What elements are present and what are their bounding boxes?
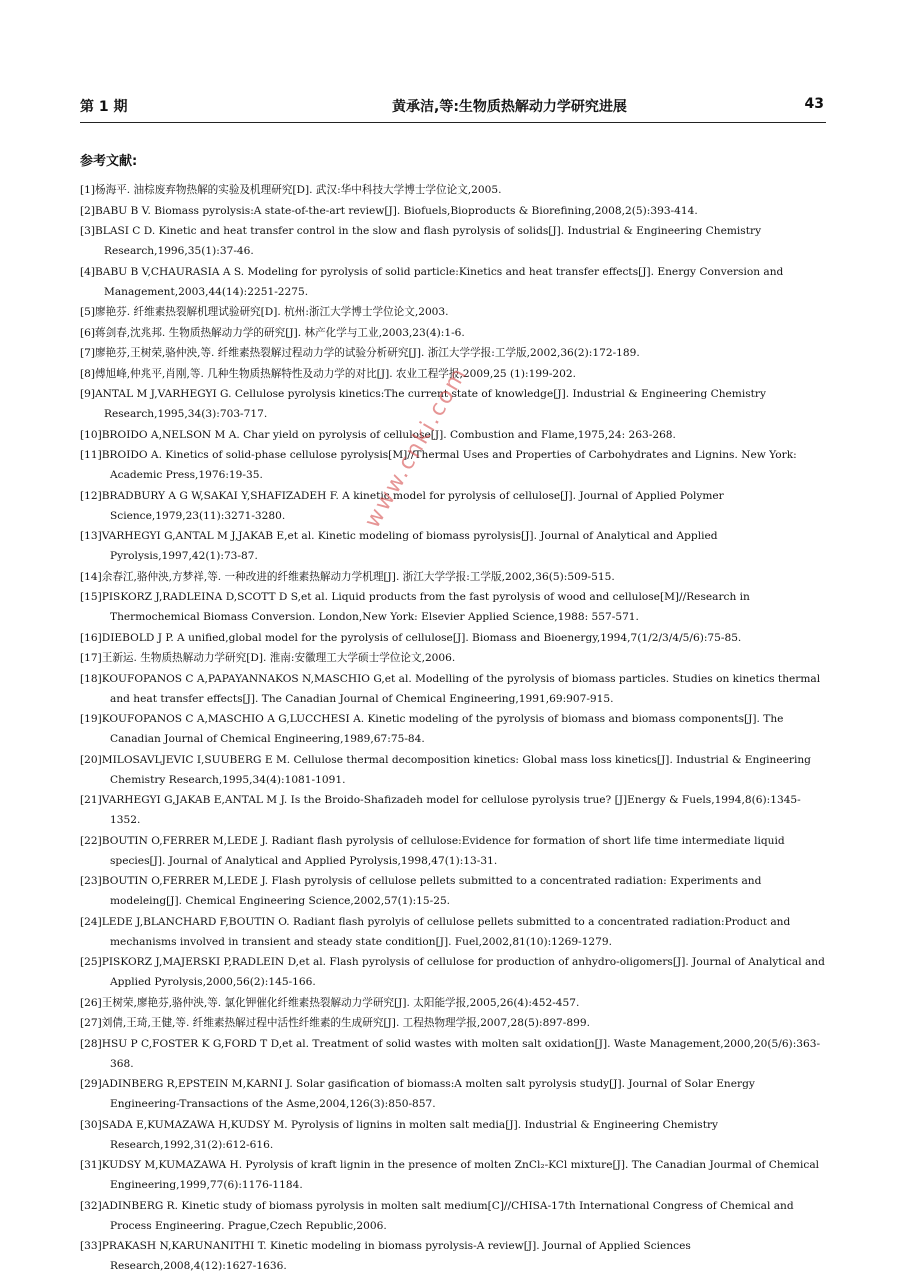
reference-item: [25]PISKORZ J,MAJERSKI P,RADLEIN D,et al. Flash pyrolysis of cellulose for production of anhydro-oligomers[J]. Journal of Analytical and Applied Pyrolysis,2000,56(2):145-166.: [80, 956, 825, 988]
reference-item: [33]PRAKASH N,KARUNANITHI T. Kinetic modeling in biomass pyrolysis-A review[J]. Journal of Applied Sciences Research,2008,4(12):1627-1636.: [80, 1240, 691, 1272]
reference-item: [6]蒋剑春,沈兆邦. 生物质热解动力学的研究[J]. 林产化学与工业,2003,23(4):1-6.: [80, 326, 465, 339]
reference-item: [12]BRADBURY A G W,SAKAI Y,SHAFIZADEH F. A kinetic model for pyrolysis of cellulose[J]. Journal of Applied Polymer Science,1979,23(11):3271-3280.: [80, 489, 724, 522]
reference-item: [24]LEDE J,BLANCHARD F,BOUTIN O. Radiant flash pyrolyis of cellulose pellets submitted to a concentrated radiation:Product and mechanisms involved in transient and steady state condition[J]. Fuel,2002,81(10):1269-1279.: [80, 915, 791, 948]
reference-item: [3]BLASI C D. Kinetic and heat transfer control in the slow and flash pyrolysis of solids[J]. Industrial & Engineering Chemistry Research,1996,35(1):37-46.: [80, 225, 762, 257]
reference-item: [16]DIEBOLD J P. A unified,global model for the pyrolysis of cellulose[J]. Biomass and Bioenergy,1994,7(1/2/3/4/5/6):75-85.: [80, 631, 742, 644]
reference-item: [31]KUDSY M,KUMAZAWA H. Pyrolysis of kraft lignin in the presence of molten ZnCl₂-KCl mixture[J]. The Canadian Jourmal of Chemical Engineering,1999,77(6):1176-1184.: [80, 1159, 820, 1191]
reference-item: [20]MILOSAVLJEVIC I,SUUBERG E M. Cellulose thermal decomposition kinetics: Global mass loss kinetics[J]. Industrial & Engineering Chemistry Research,1995,34(4):1081-1091.: [80, 753, 811, 786]
reference-item: [8]傅旭峰,仲兆平,肖刚,等. 几种生物质热解特性及动力学的对比[J]. 农业工程学报,2009,25 (1):199-202.: [80, 367, 576, 380]
reference-item: [9]ANTAL M J,VARHEGYI G. Cellulose pyrolysis kinetics:The current state of knowledge[J]. Industrial & Engineering Chemistry Research,1995,34(3):703-717.: [80, 388, 766, 420]
reference-item: [32]ADINBERG R. Kinetic study of biomass pyrolysis in molten salt medium[C]//CHISA-17th International Congress of Chemical and Process Engineering. Prague,Czech Republic,2006.: [80, 1199, 794, 1232]
reference-item: [26]王树荣,廖艳芬,骆仲泱,等. 氯化钾催化纤维素热裂解动力学研究[J]. 太阳能学报,2005,26(4):452-457.: [80, 996, 580, 1009]
reference-item: [15]PISKORZ J,RADLEINA D,SCOTT D S,et al. Liquid products from the fast pyrolysis of wood and cellulose[M]//Research in Thermochemical Biomass Conversion. London,New York: Elsevier Applied Science,1988: 557-571.: [80, 591, 750, 623]
reference-item: [14]余春江,骆仲泱,方梦祥,等. 一种改进的纤维素热解动力学机理[J]. 浙江大学学报:工学版,2002,36(5):509-515.: [80, 570, 615, 583]
reference-item: [17]王新运. 生物质热解动力学研究[D]. 淮南:安徽理工大学硕士学位论文,2006.: [80, 652, 456, 664]
reference-item: [27]刘倩,王琦,王健,等. 纤维素热解过程中活性纤维素的生成研究[J]. 工程热物理学报,2007,28(5):897-899.: [80, 1017, 590, 1029]
reference-item: [5]廖艳芬. 纤维素热裂解机理试验研究[D]. 杭州:浙江大学博士学位论文,2003.: [80, 306, 449, 318]
reference-item: [23]BOUTIN O,FERRER M,LEDE J. Flash pyrolysis of cellulose pellets submitted to a concentrated radiation: Experiments and modeleing[J]. Chemical Engineering Science,2002,57(1):15-25.: [80, 875, 762, 907]
page-number: 43: [804, 96, 824, 112]
reference-item: [2]BABU B V. Biomass pyrolysis:A state-of-the-art review[J]. Biofuels,Bioproducts & Biorefining,2008,2(5):393-414.: [80, 204, 698, 217]
reference-item: [4]BABU B V,CHAURASIA A S. Modeling for pyrolysis of solid particle:Kinetics and heat transfer effects[J]. Energy Conversion and Management,2003,44(14):2251-2275.: [80, 265, 784, 298]
reference-item: [13]VARHEGYI G,ANTAL M J,JAKAB E,et al. Kinetic modeling of biomass pyrolysis[J]. Journal of Analytical and Applied Pyrolysis,1997,42(1):73-87.: [80, 530, 718, 562]
watermark-text: www.cnki.com: [360, 362, 473, 533]
reference-item: [30]SADA E,KUMAZAWA H,KUDSY M. Pyrolysis of lignins in molten salt media[J]. Industrial & Engineering Chemistry Research,1992,31(2):612-616.: [80, 1118, 719, 1151]
reference-item: [19]KOUFOPANOS C A,MASCHIO A G,LUCCHESI A. Kinetic modeling of the pyrolysis of biomass and biomass components[J]. The Canadian Journal of Chemical Engineering,1989,67:75-84.: [80, 713, 784, 745]
issue-label: 第 1 期: [80, 99, 128, 115]
reference-item: [11]BROIDO A. Kinetics of solid-phase cellulose pyrolysis[M]//Thermal Uses and Properties of Carbohydrates and Lignins. New York: Academic Press,1976:19-35.: [80, 449, 797, 481]
reference-item: [29]ADINBERG R,EPSTEIN M,KARNI J. Solar gasification of biomass:A molten salt pyrolysis study[J]. Journal of Solar Energy Engineering-Transactions of the Asme,2004,126(3):850-857.: [80, 1078, 755, 1110]
running-title: 黄承洁,等:生物质热解动力学研究进展: [392, 99, 627, 115]
running-header: [80, 96, 824, 118]
reference-item: [7]廖艳芬,王树荣,骆仲泱,等. 纤维素热裂解过程动力学的试验分析研究[J]. 浙江大学学报:工学版,2002,36(2):172-189.: [80, 347, 640, 359]
references-list: [80, 180, 826, 1277]
reference-item: [21]VARHEGYI G,JAKAB E,ANTAL M J. Is the Broido-Shafizadeh model for cellulose pyrolysis true? [J]Energy & Fuels,1994,8(6):1345-1352.: [80, 794, 801, 826]
reference-item: [10]BROIDO A,NELSON M A. Char yield on pyrolysis of cellulose[J]. Combustion and Flame,1975,24: 263-268.: [80, 428, 676, 441]
header-rule: [80, 122, 826, 123]
references-heading: 参考文献:: [80, 154, 138, 169]
reference-item: [1]杨海平. 油棕废弃物热解的实验及机理研究[D]. 武汉:华中科技大学博士学位论文,2005.: [80, 184, 502, 196]
reference-item: [18]KOUFOPANOS C A,PAPAYANNAKOS N,MASCHIO G,et al. Modelling of the pyrolysis of biomass particles. Studies on kinetics thermal and heat transfer effects[J]. The Canadian Journal of Chemical Engineering,1991,69:907-915.: [80, 672, 821, 705]
reference-item: [22]BOUTIN O,FERRER M,LEDE J. Radiant flash pyrolysis of cellulose:Evidence for formation of short life time intermediate liquid species[J]. Journal of Analytical and Applied Pyrolysis,1998,47(1):13-31.: [80, 834, 785, 867]
reference-item: [28]HSU P C,FOSTER K G,FORD T D,et al. Treatment of solid wastes with molten salt oxidation[J]. Waste Management,2000,20(5/6):363-368.: [80, 1037, 821, 1070]
